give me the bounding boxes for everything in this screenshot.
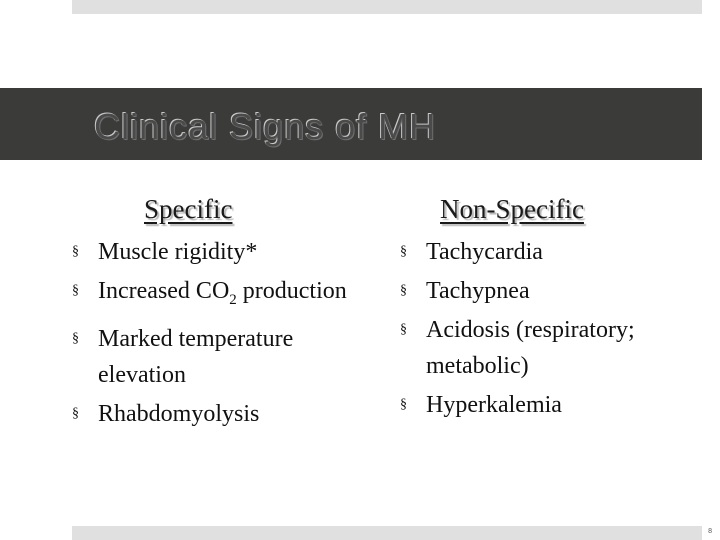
bullet-icon: § xyxy=(400,397,407,412)
non-specific-list xyxy=(400,234,700,426)
bullet-icon: § xyxy=(72,405,79,421)
list-item xyxy=(72,396,362,432)
bullet-icon: § xyxy=(400,322,407,337)
list-item xyxy=(72,234,362,270)
list-item-text: Marked temperature elevation xyxy=(98,325,294,388)
list-item-text: Tachycardia xyxy=(426,239,543,265)
top-decorative-bar xyxy=(72,0,702,14)
list-item xyxy=(400,312,700,384)
list-item xyxy=(72,273,362,318)
list-item-text: Hyperkalemia xyxy=(426,392,562,418)
slide-title: Clinical Signs of MH xyxy=(94,106,437,147)
list-item-text: Tachypnea xyxy=(426,278,530,304)
subscript: 2 xyxy=(229,291,237,308)
specific-heading: Specific xyxy=(144,194,233,224)
bullet-icon: § xyxy=(72,283,79,298)
list-item-text: Acidosis (respiratory; metabolic) xyxy=(426,317,635,379)
specific-list xyxy=(72,234,362,435)
bullet-icon: § xyxy=(72,244,79,259)
list-item-text: Muscle rigidity* xyxy=(98,239,258,265)
list-item-text: Increased CO xyxy=(98,278,230,304)
list-item-text-continued: production xyxy=(236,278,347,304)
bullet-icon: § xyxy=(72,330,79,346)
list-item xyxy=(72,321,362,393)
list-item xyxy=(400,273,700,309)
page-number: 8 xyxy=(708,528,712,535)
bullet-icon: § xyxy=(400,244,407,259)
list-item xyxy=(400,387,700,423)
list-item-text: Rhabdomyolysis xyxy=(98,400,260,427)
non-specific-heading: Non-Specific xyxy=(440,194,584,224)
bullet-icon: § xyxy=(400,283,407,298)
list-item xyxy=(400,234,700,270)
bottom-decorative-bar xyxy=(72,526,702,540)
